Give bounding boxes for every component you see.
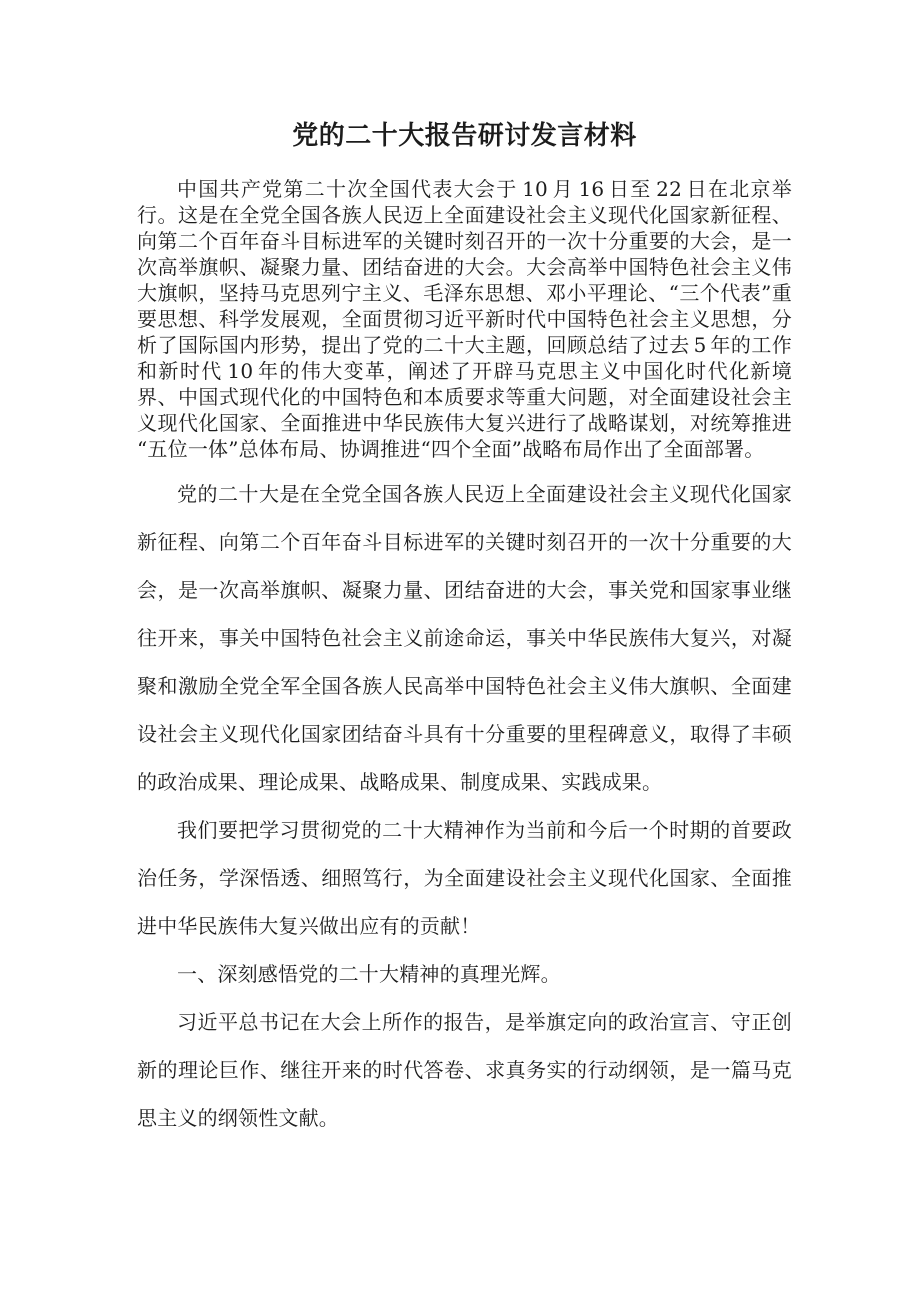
document-title: 党的二十大报告研讨发言材料 xyxy=(292,121,637,151)
document-body xyxy=(137,0,792,1142)
section-heading-one: 一、深刻感悟党的二十大精神的真理光辉。 xyxy=(177,962,561,986)
paragraph-political-task: 我们要把学习贯彻党的二十大精神作为当前和今后一个时期的首要政治任务，学深悟透、细照笃行，为全面建设社会主义现代化国家、全面推进中华民族伟大复兴做出应有的贡献！ xyxy=(137,818,792,938)
paragraph-congress-significance: 党的二十大是在全党全国各族人民迈上全面建设社会主义现代化国家新征程、向第二个百年奋斗目标进军的关键时刻召开的一次十分重要的大会，是一次高举旗帜、凝聚力量、团结奋进的大会，事关党和国家事业继往开来，事关中国特色社会主义前途命运，事关中华民族伟大复兴，对凝聚和激励全党全军全国各族人民高举中国特色社会主义伟大旗帜、全面建设社会主义现代化国家团结奋斗具有十分重要的里程碑意义，取得了丰硕的政治成果、理论成果、战略成果、制度成果、实践成果。 xyxy=(137,482,792,794)
paragraph-congress-overview: 中国共产党第二十次全国代表大会于 10 月 16 日至 22 日在北京举行。这是在全党全国各族人民迈上全面建设社会主义现代化国家新征程、向第二个百年奋斗目标进军的关键时刻召开的一次十分重要的大会，是一次高举旗帜、凝聚力量、团结奋进的大会。大会高举中国特色社会主义伟大旗帜，坚持马克思列宁主义、毛泽东思想、邓小平理论、“三个代表”重要思想、科学发展观，全面贯彻习近平新时代中国特色社会主义思想，分析了国际国内形势，提出了党的二十大主题，回顾总结了过去 5 年的工作和新时代 10 年的伟大变革，阐述了开辟马克思主义中国化时代化新境界、中国式现代化的中国特色和本质要求等重大问题，对全面建设社会主义现代化国家、全面推进中华民族伟大复兴进行了战略谋划，对统筹推进“五位一体”总体布局、协调推进“四个全面”战略布局作出了全面部署。 xyxy=(137,177,792,461)
paragraph-report-description: 习近平总书记在大会上所作的报告，是举旗定向的政治宣言、守正创新的理论巨作、继往开来的时代答卷、求真务实的行动纲领，是一篇马克思主义的纲领性文献。 xyxy=(137,1010,792,1130)
